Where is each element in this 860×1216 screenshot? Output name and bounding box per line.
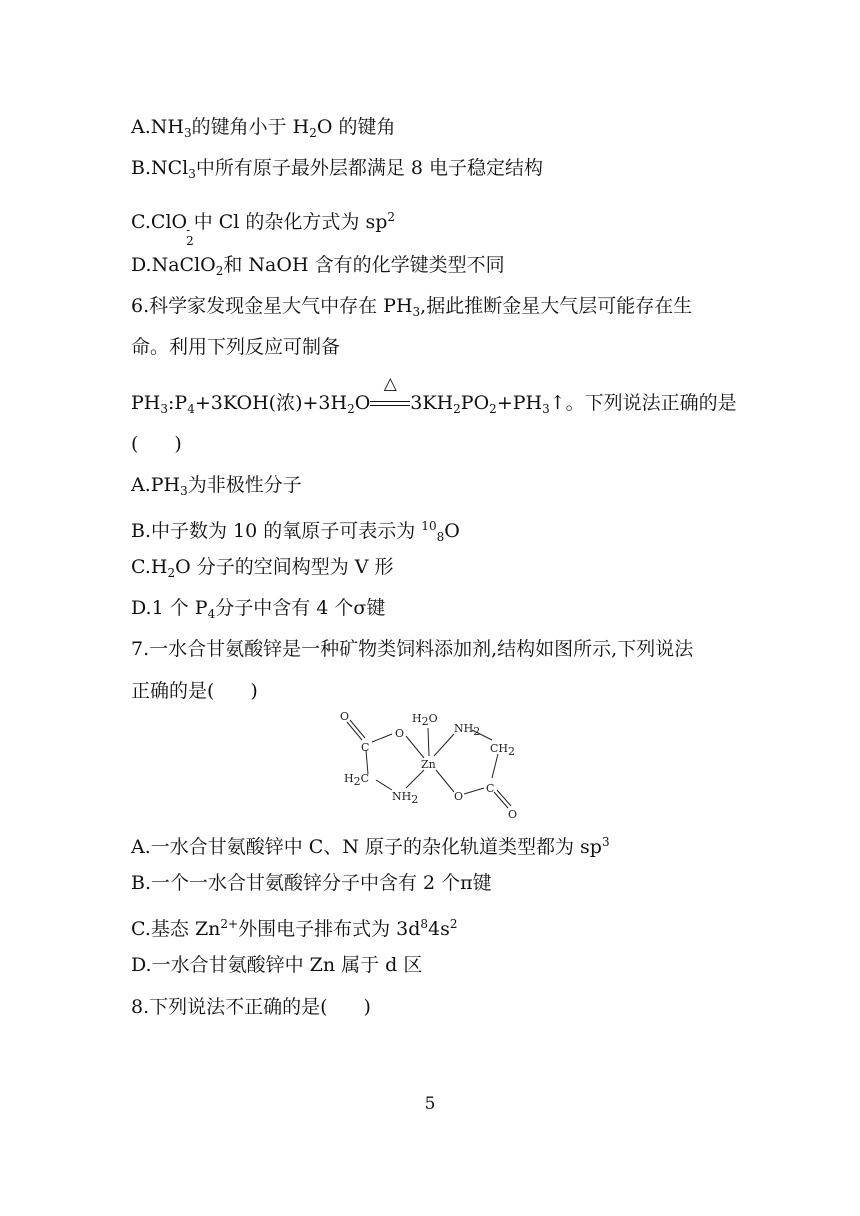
subscript: 3 bbox=[542, 402, 550, 416]
q6-stem-line2 bbox=[131, 335, 340, 359]
subscript: 3 bbox=[180, 484, 188, 498]
text: C.ClO bbox=[131, 211, 188, 233]
q8-stem bbox=[131, 995, 371, 1019]
atom-label: H bbox=[344, 772, 354, 785]
text: D.NaClO bbox=[131, 254, 216, 276]
subscript: 2 bbox=[489, 402, 497, 416]
q5-option-b bbox=[131, 156, 543, 186]
page-number: 5 bbox=[424, 1094, 436, 1114]
text: A.NH bbox=[131, 116, 184, 138]
superscript: - bbox=[186, 223, 191, 237]
q5-option-d bbox=[131, 253, 505, 283]
bond-zn-o-bottom bbox=[436, 770, 454, 792]
text: 和 NaOH 含有的化学键类型不同 bbox=[223, 254, 505, 276]
heating-equals-sign bbox=[370, 374, 410, 415]
bond-ch2-nh2 bbox=[376, 780, 392, 790]
superscript: 10 bbox=[421, 519, 437, 533]
q5-option-a bbox=[131, 115, 395, 145]
superscript: 2+ bbox=[220, 917, 239, 931]
amine-label-top bbox=[454, 722, 480, 738]
q7-option-c bbox=[131, 912, 458, 941]
atom-label: C bbox=[360, 772, 370, 785]
subscript: 2 bbox=[186, 234, 194, 248]
text: 中 Cl 的杂化方式为 sp bbox=[193, 211, 388, 233]
q7-option-d bbox=[131, 953, 422, 977]
text: :P bbox=[168, 392, 188, 414]
paren-close: ) bbox=[363, 996, 371, 1018]
q6-stem-line1 bbox=[131, 294, 692, 324]
atom-label: H bbox=[412, 712, 422, 725]
subscript: 4 bbox=[187, 402, 195, 416]
text: O 的键角 bbox=[316, 116, 396, 138]
atom-label: CH bbox=[490, 742, 509, 755]
text: B.一个一水合甘氨酸锌分子中含有 2 个π键 bbox=[131, 872, 492, 894]
superscript: 2 bbox=[387, 210, 396, 224]
bond-nh2-zn-bottom bbox=[406, 770, 424, 788]
text: 3KH bbox=[410, 392, 454, 414]
text: +PH bbox=[496, 392, 543, 414]
q7-stem-line1 bbox=[131, 637, 693, 661]
atom-label: O bbox=[454, 790, 464, 803]
amine-label-bottom bbox=[392, 790, 418, 806]
q7-option-b bbox=[131, 871, 492, 895]
text: +3KOH(浓)+3H bbox=[194, 392, 348, 414]
methylene-label-right bbox=[490, 742, 515, 758]
heat-triangle-icon: △ bbox=[383, 374, 397, 394]
text: PH bbox=[131, 392, 161, 414]
text: C.H bbox=[131, 556, 168, 578]
text: D.一水合甘氨酸锌中 Zn 属于 d 区 bbox=[131, 954, 423, 976]
text: 的键角小于 H bbox=[191, 116, 310, 138]
bond-h2o-zn bbox=[428, 728, 429, 756]
atom-label: O bbox=[428, 712, 438, 725]
q6-option-b bbox=[131, 514, 460, 549]
subscript: 2 bbox=[453, 402, 461, 416]
text: A.一水合甘氨酸锌中 C、N 原子的杂化轨道类型都为 sp bbox=[131, 836, 602, 858]
superscript: 2 bbox=[449, 917, 458, 931]
superscript: 8 bbox=[420, 917, 429, 931]
text: 分子中含有 4 个σ键 bbox=[215, 597, 386, 619]
zinc-atom-label: Zn bbox=[421, 758, 436, 771]
text: 外围电子排布式为 3d bbox=[238, 918, 421, 940]
atom-label: O bbox=[395, 727, 405, 740]
equals-bar-bottom bbox=[370, 405, 410, 406]
text: B.NCl bbox=[131, 157, 189, 179]
bond-o-c-bottom bbox=[464, 788, 484, 794]
q7-stem-line2 bbox=[131, 679, 258, 703]
subscript: 2 bbox=[353, 775, 361, 788]
bond-o-zn bbox=[406, 736, 424, 758]
text: C.基态 Zn bbox=[131, 918, 221, 940]
zinc-glycinate-structure-diagram bbox=[330, 706, 530, 821]
text: 8.下列说法不正确的是( bbox=[131, 996, 328, 1018]
paren-open: ( bbox=[131, 433, 139, 455]
q6-option-d bbox=[131, 596, 385, 626]
atom-label: C bbox=[361, 741, 370, 754]
q6-answer-blank bbox=[131, 432, 182, 456]
equals-bar-top bbox=[370, 401, 410, 402]
bond-ch2-c bbox=[492, 754, 498, 778]
paren-close: ) bbox=[174, 433, 182, 455]
text: A.PH bbox=[131, 474, 181, 496]
text: 中所有原子最外层都满足 8 电子稳定结构 bbox=[195, 157, 544, 179]
atom-label: C bbox=[486, 782, 495, 795]
q5-option-c bbox=[131, 205, 395, 247]
q7-option-a bbox=[131, 830, 610, 859]
subscript: 2 bbox=[421, 715, 429, 728]
subscript: 3 bbox=[160, 402, 168, 416]
subscript: 3 bbox=[183, 126, 192, 140]
charge-stack bbox=[186, 225, 194, 247]
subscript: 2 bbox=[473, 725, 481, 738]
text: O bbox=[444, 520, 460, 542]
text: D.1 个 P bbox=[131, 597, 208, 619]
subscript: 2 bbox=[508, 745, 516, 758]
subscript: 3 bbox=[412, 305, 421, 319]
text: 4s bbox=[428, 918, 450, 940]
atom-label: O bbox=[340, 710, 350, 723]
text: O bbox=[354, 392, 371, 414]
subscript: 2 bbox=[309, 126, 317, 140]
q6-option-a bbox=[131, 473, 302, 503]
bond-nh2-zn bbox=[434, 734, 454, 756]
subscript: 4 bbox=[207, 607, 216, 621]
text: ,据此推断金星大气层可能存在生 bbox=[420, 295, 693, 317]
text: 为非极性分子 bbox=[187, 474, 302, 496]
atom-label: O bbox=[508, 808, 518, 821]
subscript: 2 bbox=[215, 264, 224, 278]
text: B.中子数为 10 的氧原子可表示为 bbox=[131, 520, 422, 542]
paren-close: ) bbox=[250, 680, 258, 702]
subscript: 2 bbox=[167, 566, 176, 580]
text: O 分子的空间构型为 V 形 bbox=[175, 556, 394, 578]
superscript: 3 bbox=[601, 835, 610, 849]
methylene-label-left bbox=[344, 772, 369, 788]
atom-label: NH bbox=[454, 722, 474, 735]
subscript: 3 bbox=[188, 167, 196, 181]
bond-c-o bbox=[372, 734, 392, 742]
atom-label: NH bbox=[392, 790, 412, 803]
water-label bbox=[412, 712, 438, 728]
text: 6.科学家发现金星大气中存在 PH bbox=[131, 295, 413, 317]
subscript: 2 bbox=[411, 793, 419, 806]
text: PO bbox=[460, 392, 490, 414]
text: 命。利用下列反应可制备 bbox=[131, 336, 341, 358]
text: ↑。下列说法正确的是 bbox=[549, 392, 737, 414]
subscript: 8 bbox=[436, 530, 445, 544]
q6-equation bbox=[131, 374, 737, 421]
subscript: 2 bbox=[347, 402, 355, 416]
text: 正确的是( bbox=[131, 680, 215, 702]
text: 7.一水合甘氨酸锌是一种矿物类饲料添加剂,结构如图所示,下列说法 bbox=[131, 638, 694, 660]
q6-option-c bbox=[131, 555, 394, 585]
